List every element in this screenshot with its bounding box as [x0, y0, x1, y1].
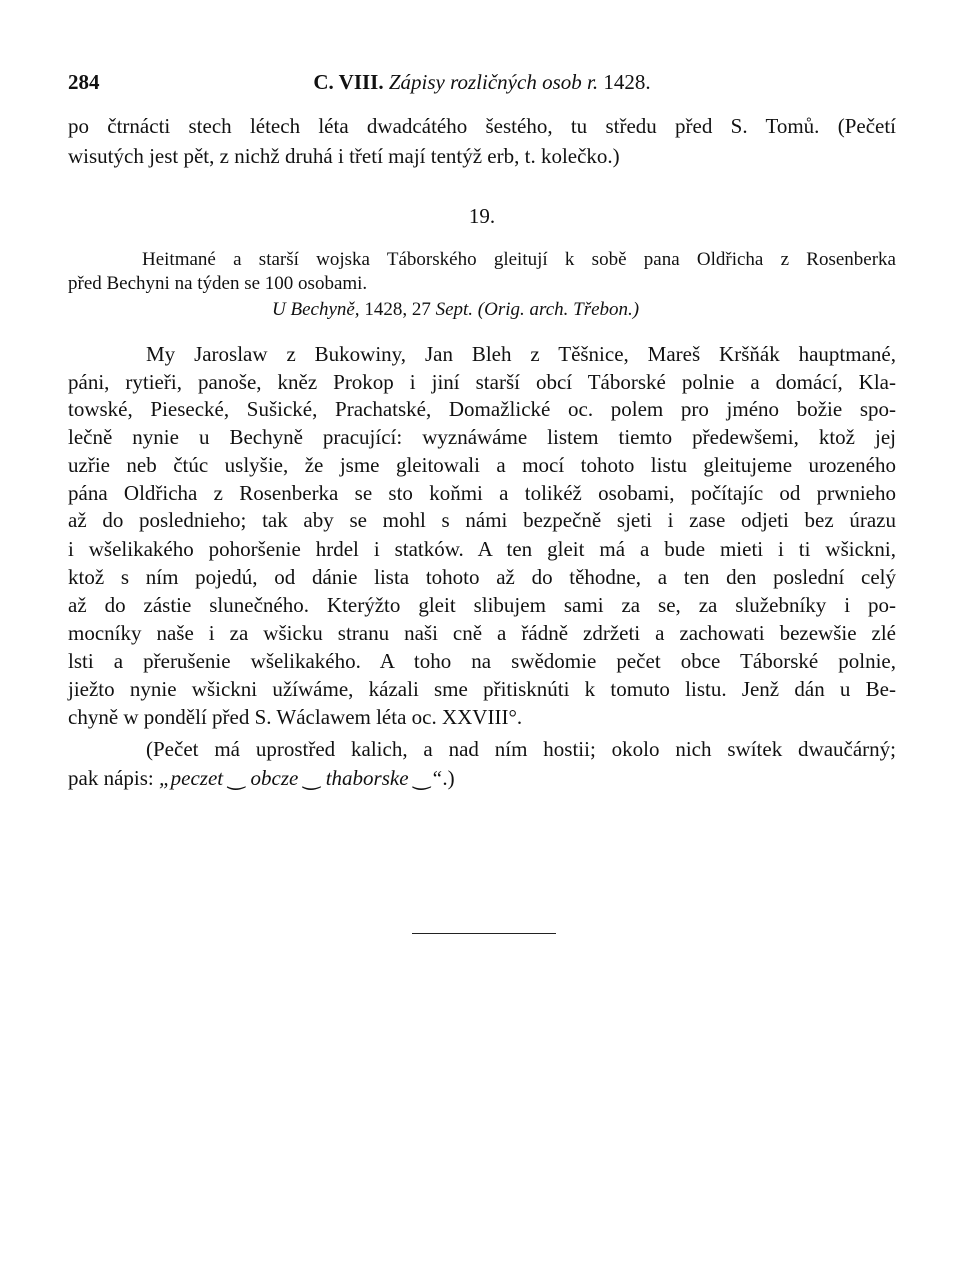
body-line-13: jiežto nynie wšickni užíwáme, kázali sme přitisknúti k tomuto listu. Jenž dán u Be- — [68, 677, 896, 701]
body-line-1: My Jaroslaw z Bukowiny, Jan Bleh z Těšnice, Mareš Kršňák hauptmané, — [146, 342, 896, 366]
note-suffix: .) — [442, 766, 455, 790]
body-line-5: uzřie neb čtúc uslyšie, že jsme gleitowali a mocí tohoto listu gleitujeme urozeného — [68, 453, 896, 477]
running-title-year: 1428. — [603, 70, 651, 94]
prev-text-line-1: po čtrnácti stech létech léta dwadcátého šestého, tu středu před S. Tomů. (Pečetí — [68, 114, 896, 138]
source-citation — [272, 296, 722, 324]
summary-line-1: Heitmané a starší wojska Táborského gleitují k sobě pana Oldřicha z Rosenberka — [142, 249, 896, 270]
seal-inscription: „peczet ‿ obcze ‿ thaborske ‿“ — [158, 766, 443, 790]
summary-line-2: před Bechyni na týden se 100 osobami. — [68, 273, 368, 294]
end-rule — [412, 933, 556, 934]
document-number: 19. — [468, 204, 496, 228]
running-header — [68, 70, 896, 100]
body-line-10: až do zástie slunečného. Kterýžto gleit slibujem sami za se, za služebníky i po- — [68, 593, 896, 617]
body-line-9: ktož s ním pojedú, od dánie lista tohoto až do těhodne, a ten den poslední celý — [68, 565, 896, 589]
body-line-11: mocníky naše i za wšicku stranu naši cně a řádně zdržeti a zachowati bezewšie zlé — [68, 621, 896, 645]
body-line-12: lsti a přerušenie wšelikakého. A toho na swědomie pečet obce Táborské polnie, — [68, 649, 896, 673]
body-line-4: lečně nynie u Bechyně pracující: wyznáwáme listem tiemto předewšemi, ktož jej — [68, 425, 896, 449]
body-line-14: chyně w pondělí před S. Wáclawem léta oc. XXVIII°. — [68, 705, 523, 729]
source-archive: (Orig. arch. Třebon.) — [477, 299, 640, 320]
body-line-2: páni, rytieři, panoše, kněz Prokop i jiní starší obcí Táborské polnie a domácí, Kla- — [68, 370, 896, 394]
body-line-6: pána Oldřicha z Rosenberka se sto koňmi a tolikéž osobami, počítajíc od prwnieho — [68, 481, 896, 505]
note-prefix: pak nápis: — [68, 766, 154, 790]
running-title-italic: Zápisy rozličných osob r. — [388, 70, 599, 94]
running-title — [68, 70, 896, 95]
note-line-2 — [68, 764, 896, 792]
note-line-1: (Pečet má uprostřed kalich, a nad ním hostii; okolo nich swítek dwaučárný; — [146, 737, 896, 761]
page-number: 284 — [68, 70, 100, 94]
section-label: C. VIII. — [313, 70, 384, 94]
source-month: Sept. — [435, 299, 474, 320]
prev-text-line-2: wisutých jest pět, z nichž druhá i třetí mají tentýž erb, t. kolečko.) — [68, 144, 620, 168]
source-place: U Bechyně, — [272, 299, 360, 320]
body-line-7: až do poslednieho; tak aby se mohl s námi bezpečně sjeti i zase odjeti bez úrazu — [68, 508, 896, 532]
source-date: 1428, 27 — [364, 299, 431, 320]
body-line-8: i wšelikakého pohoršenie hrdel i statków. A ten gleit má a bude mieti i ti wšickni, — [68, 537, 896, 561]
body-line-3: towské, Piesecké, Sušické, Prachatské, Domažlické oc. polem pro jméno božie spo- — [68, 397, 896, 421]
